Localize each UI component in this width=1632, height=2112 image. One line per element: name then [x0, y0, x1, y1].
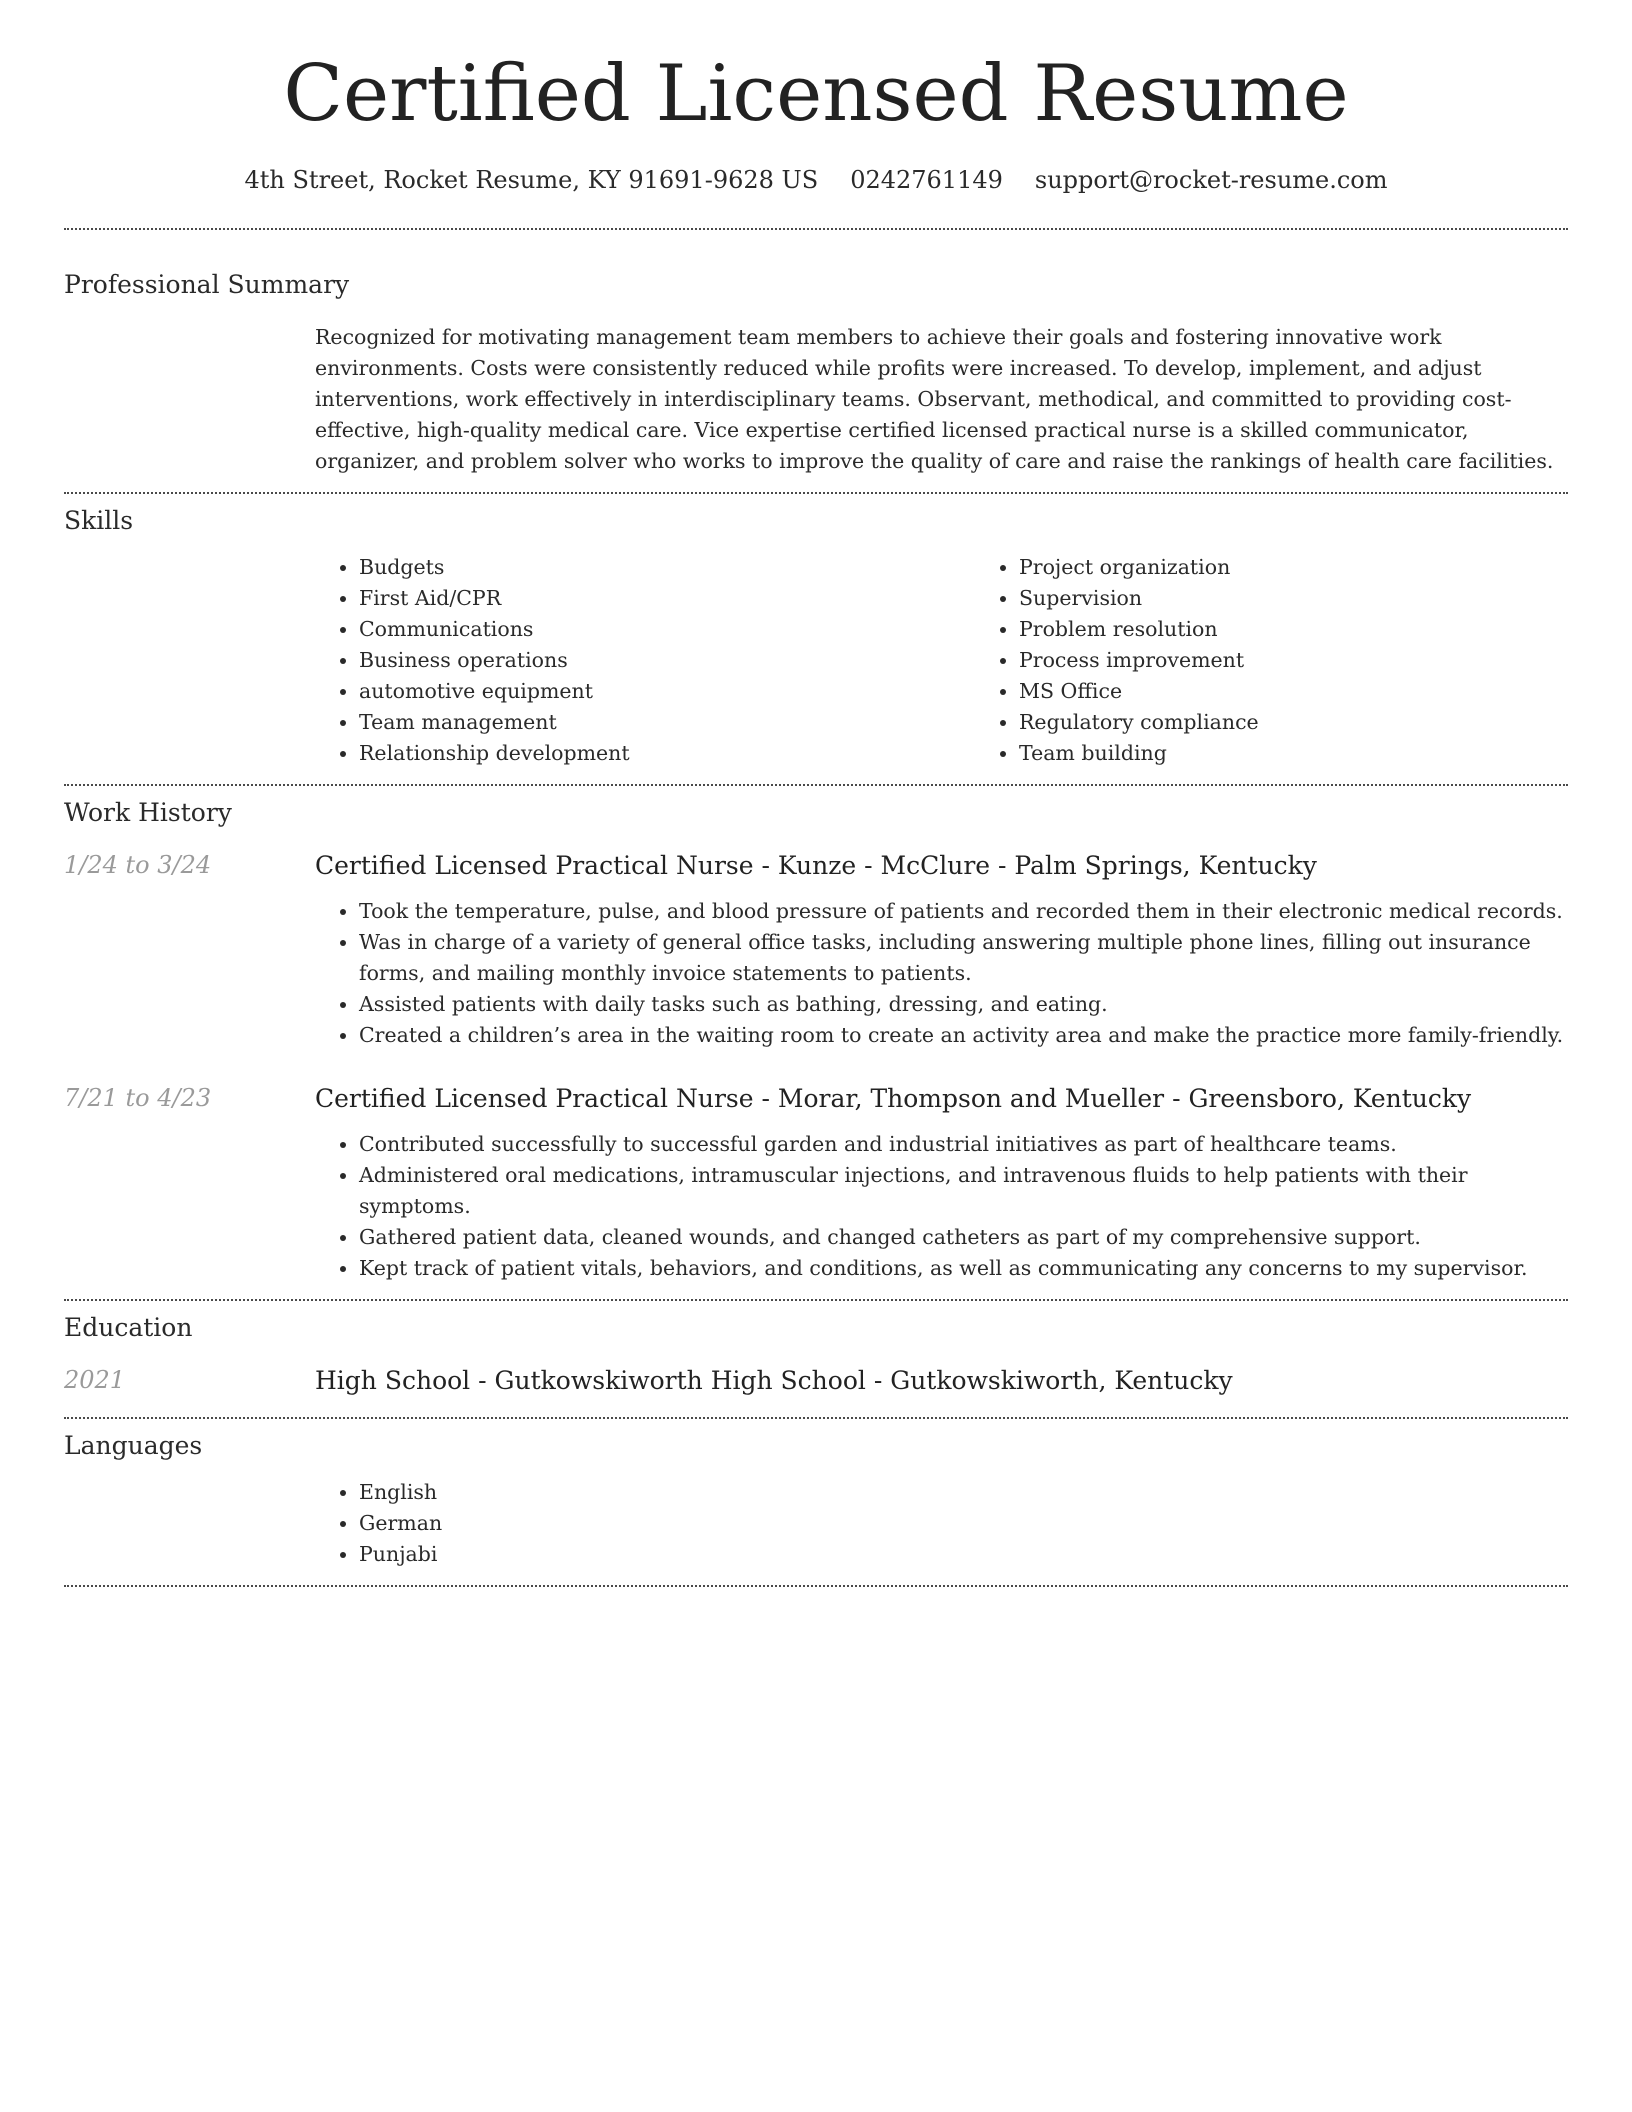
list-item: • Took the temperature, pulse, and blood pressure of patients and recorded them in their electronic medical records. — [359, 896, 1568, 927]
languages-row — [64, 1477, 1568, 1570]
section-summary — [64, 270, 1568, 477]
summary-body — [315, 322, 1568, 477]
list-item: • automotive equipment — [359, 676, 975, 707]
languages-list — [315, 1477, 1568, 1570]
list-item: • German — [359, 1508, 1568, 1539]
list-item: • Project organization — [1019, 552, 1632, 583]
education-title: High School - Gutkowskiworth High School - Gutkowskiworth, Kentucky — [315, 1365, 1233, 1395]
section-heading-languages: Languages — [64, 1430, 203, 1460]
list-item: • Kept track of patient vitals, behaviors, and conditions, as well as communicating any concerns to my supervisor. — [359, 1253, 1568, 1284]
contact-address: 4th Street, Rocket Resume, KY 91691-9628 US — [244, 165, 819, 194]
list-item: • Team management — [359, 707, 975, 738]
section-work-history — [64, 798, 1568, 1284]
list-item: • Business operations — [359, 645, 975, 676]
contact-line — [64, 166, 1568, 194]
job-entry — [64, 1084, 1568, 1284]
list-item: • First Aid/CPR — [359, 583, 975, 614]
list-item: • Was in charge of a variety of general office tasks, including answering multiple phone lines, filling out insurance forms, and mailing monthly invoice statements to patients. — [359, 927, 1568, 989]
list-item: • Administered oral medications, intramuscular injections, and intravenous fluids to help patients with their symptoms. — [359, 1160, 1568, 1222]
section-heading-skills: Skills — [64, 505, 134, 535]
job-body — [315, 851, 1568, 1051]
list-item: • Communications — [359, 614, 975, 645]
section-skills — [64, 506, 1568, 769]
education-body — [315, 1366, 1568, 1395]
job-bullets — [315, 1129, 1568, 1284]
divider — [64, 1417, 1568, 1419]
job-dates: 7/21 to 4/23 — [64, 1083, 212, 1112]
education-entry — [64, 1366, 1568, 1395]
list-item: • Gathered patient data, cleaned wounds, and changed catheters as part of my comprehensive support. — [359, 1222, 1568, 1253]
skills-list-left — [315, 552, 975, 769]
job-entry — [64, 851, 1568, 1051]
list-item: • Punjabi — [359, 1539, 1568, 1570]
list-item: • Relationship development — [359, 738, 975, 769]
divider — [64, 1585, 1568, 1587]
job-dates: 1/24 to 3/24 — [64, 850, 212, 879]
list-item: • Budgets — [359, 552, 975, 583]
section-education — [64, 1313, 1568, 1395]
divider — [64, 492, 1568, 494]
list-item: • Contributed successfully to successful garden and industrial initiatives as part of healthcare teams. — [359, 1129, 1568, 1160]
section-heading-education: Education — [64, 1312, 193, 1342]
languages-body — [315, 1477, 1568, 1570]
job-title: Certified Licensed Practical Nurse - Morar, Thompson and Mueller - Greensboro, Kentucky — [315, 1083, 1472, 1113]
education-year: 2021 — [64, 1365, 126, 1394]
list-item: • Assisted patients with daily tasks such as bathing, dressing, and eating. — [359, 989, 1568, 1020]
divider — [64, 784, 1568, 786]
summary-left-spacer — [64, 322, 315, 477]
job-body — [315, 1084, 1568, 1284]
list-item: • Created a children’s area in the waiting room to create an activity area and make the practice more family-friendly. — [359, 1020, 1568, 1051]
list-item: • Process improvement — [1019, 645, 1632, 676]
divider — [64, 228, 1568, 230]
job-bullets — [315, 896, 1568, 1051]
list-item: • Regulatory compliance — [1019, 707, 1632, 738]
section-languages — [64, 1431, 1568, 1570]
job-title: Certified Licensed Practical Nurse - Kunze - McClure - Palm Springs, Kentucky — [315, 850, 1317, 880]
contact-phone: 0242761149 — [850, 165, 1003, 194]
resume-header — [64, 0, 1568, 194]
list-item: • Supervision — [1019, 583, 1632, 614]
skills-left-spacer — [64, 552, 315, 769]
list-item: • English — [359, 1477, 1568, 1508]
list-item: • Problem resolution — [1019, 614, 1632, 645]
section-heading-work: Work History — [64, 797, 232, 827]
divider — [64, 1299, 1568, 1301]
contact-email: support@rocket-resume.com — [1034, 165, 1388, 194]
list-item: • MS Office — [1019, 676, 1632, 707]
summary-text: Recognized for motivating management team members to achieve their goals and fostering innovative work environments. Costs were consistently reduced while profits were increased. To develop, implement, and adjust interventions, work effectively in interdisciplinary teams. Observant, methodical, and committed to providing cost-effective, high-quality medical care. Vice expertise certified licensed practical nurse is a skilled communicator, organizer, and problem solver who works to improve the quality of care and raise the rankings of health care facilities. — [315, 324, 1554, 473]
summary-row — [64, 322, 1568, 477]
skills-list-right — [975, 552, 1632, 769]
skills-grid — [315, 552, 1632, 769]
resume-name: Certified Licensed Resume — [283, 49, 1349, 139]
section-heading-summary: Professional Summary — [64, 269, 350, 299]
languages-left-spacer — [64, 1477, 315, 1570]
skills-row — [64, 552, 1568, 769]
list-item: • Team building — [1019, 738, 1632, 769]
